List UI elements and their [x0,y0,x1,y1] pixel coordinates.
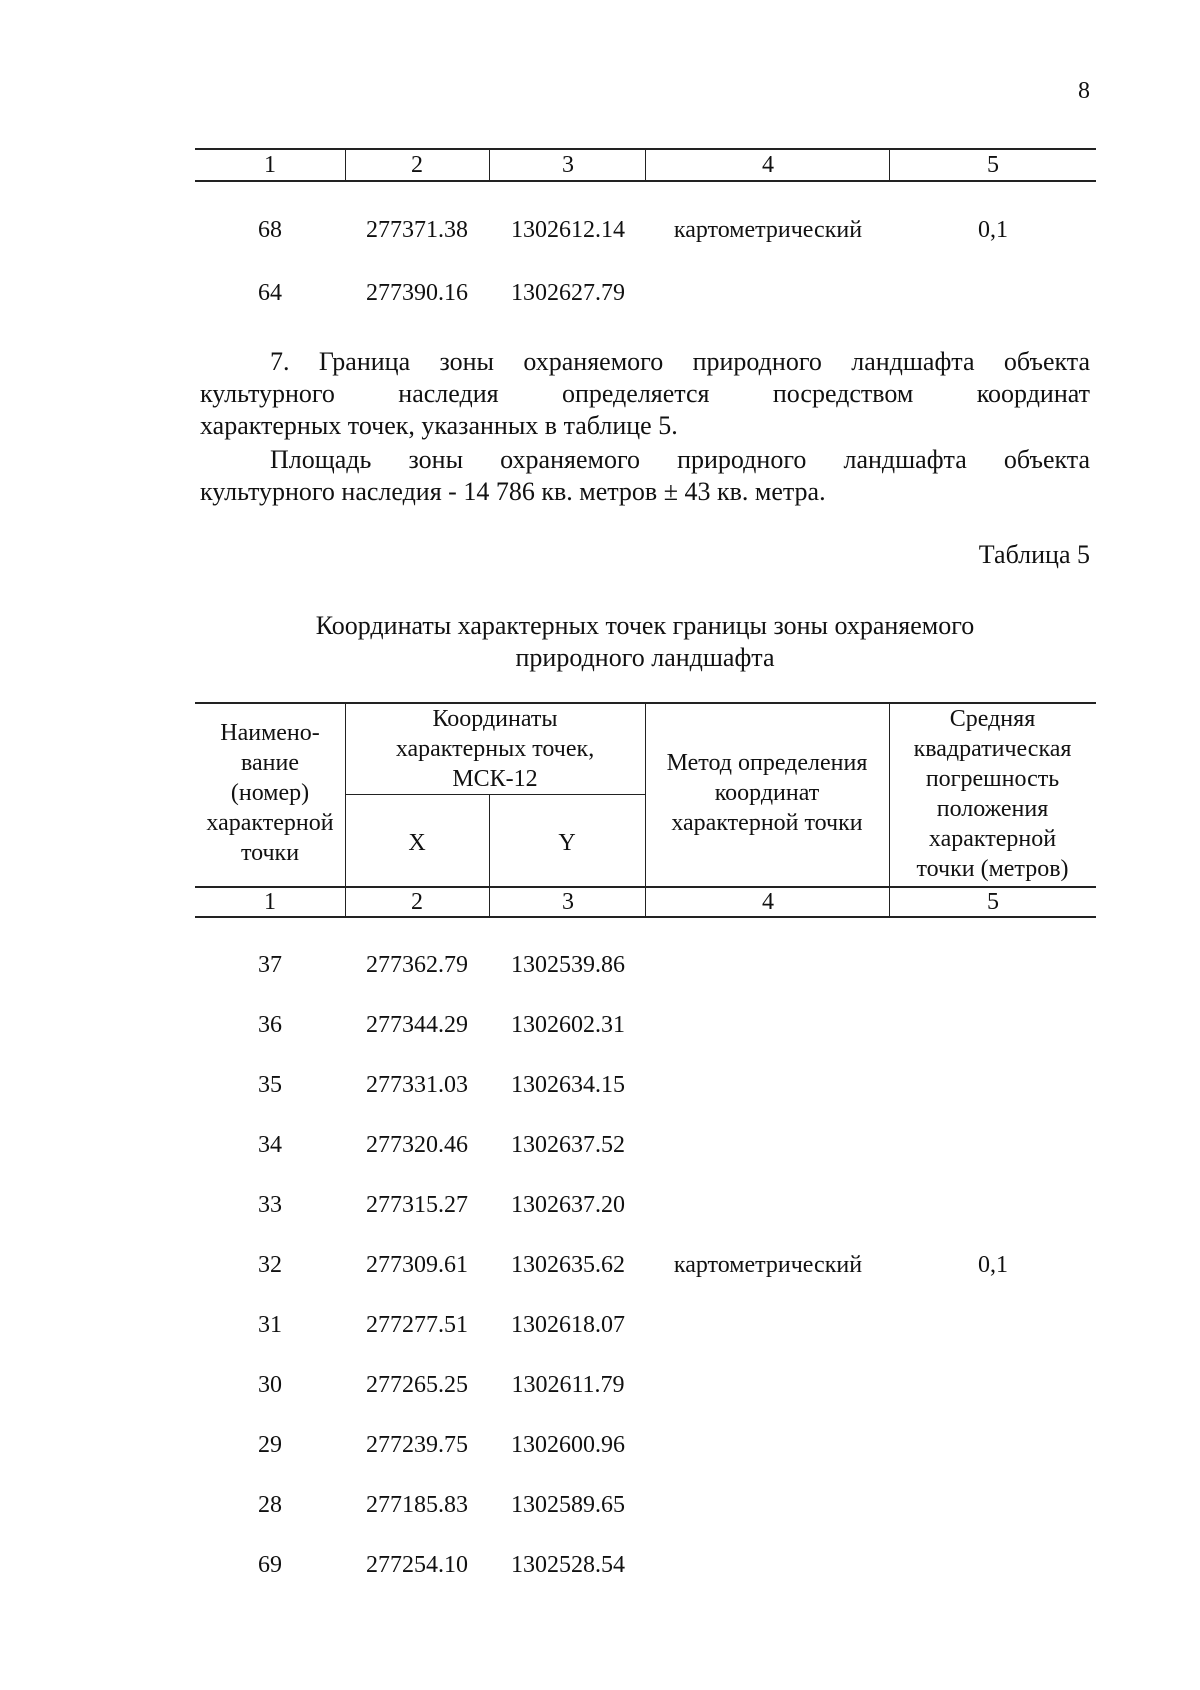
table5-colnum-5: 5 [987,889,999,915]
cont-colnum-4: 4 [762,152,774,178]
coord-y: 1302635.62 [511,1252,625,1278]
coord-x: 277185.83 [366,1492,468,1518]
point-name: 28 [258,1492,282,1518]
point-name: 29 [258,1432,282,1458]
header-col5-line: квадратическая [913,736,1072,762]
coord-x: 277239.75 [366,1432,468,1458]
header-col5-line: характерной [928,826,1057,852]
table-label: Таблица 5 [978,540,1090,569]
header-col1-line: точки [240,840,300,866]
paragraph-7 [200,346,1090,442]
error: 0,1 [978,1252,1008,1278]
coord-y: 1302612.14 [511,217,625,243]
coord-x: 277265.25 [366,1372,468,1398]
header-col2: X [408,830,426,856]
point-name: 32 [258,1252,282,1278]
point-name: 68 [258,217,282,243]
point-name: 36 [258,1012,282,1038]
point-name: 37 [258,952,282,978]
paragraph-7-line-3: характерных точек, указанных в таблице 5. [200,411,678,440]
paragraph-area-line-1: Площадь зоны охраняемого природного ландшафта объекта [270,445,1090,474]
coord-x: 277315.27 [366,1192,468,1218]
point-name: 33 [258,1192,282,1218]
point-name: 35 [258,1072,282,1098]
coord-x: 277277.51 [366,1312,468,1338]
coord-y: 1302602.31 [511,1012,625,1038]
cont-colnum-3: 3 [562,152,574,178]
method: картометрический [673,1252,863,1278]
coord-x: 277309.61 [366,1252,468,1278]
coord-x: 277371.38 [366,217,468,243]
header-coordinates-group [345,704,645,794]
coord-x: 277254.10 [366,1552,468,1578]
table-caption-line-1: Координаты характерных точек границы зоны охраняемого [315,611,975,640]
header-col4 [645,748,889,838]
coord-x: 277390.16 [366,280,468,306]
coord-y: 1302600.96 [511,1432,625,1458]
coord-y: 1302611.79 [511,1372,625,1398]
coord-x: 277362.79 [366,952,468,978]
point-name: 64 [258,280,282,306]
coord-y: 1302637.52 [511,1132,625,1158]
cont-colnum-5: 5 [987,152,999,178]
table5-colnum-4: 4 [762,889,774,915]
method: картометрический [673,217,863,243]
coord-x: 277320.46 [366,1132,468,1158]
table5-colnum-1: 1 [264,889,276,915]
header-group-line: Координаты [432,706,558,732]
header-col1-line: характерной [206,810,334,836]
header-col4-line: Метод определения [666,750,868,776]
paragraph-area [200,444,1090,508]
coord-y: 1302634.15 [511,1072,625,1098]
header-col5-line: погрешность [925,766,1060,792]
header-col1 [195,718,345,868]
header-col4-line: характерной точки [671,810,863,836]
coord-y: 1302539.86 [511,952,625,978]
header-group-line: МСК-12 [452,766,538,792]
coord-y: 1302589.65 [511,1492,625,1518]
header-group-line: характерных точек, [395,736,595,762]
page-number: 8 [1078,78,1090,104]
header-col5 [889,704,1096,884]
header-col1-line: вание [240,750,299,776]
paragraph-7-line-1: 7. Граница зоны охраняемого природного ландшафта объекта [270,347,1090,376]
header-col4-line: координат [714,780,820,806]
coord-y: 1302627.79 [511,280,625,306]
paragraph-area-line-2: культурного наследия - 14 786 кв. метров ± 43 кв. метра. [200,477,826,506]
header-col5-line: Средняя [949,706,1036,732]
coord-y: 1302637.20 [511,1192,625,1218]
header-col3: Y [558,830,576,856]
header-col5-line: точки (метров) [916,856,1069,882]
coord-y: 1302528.54 [511,1552,625,1578]
point-name: 34 [258,1132,282,1158]
table-caption-line-2: природного ландшафта [515,643,775,672]
cont-colnum-2: 2 [411,152,423,178]
table5-colnum-2: 2 [411,889,423,915]
point-name: 69 [258,1552,282,1578]
coord-y: 1302618.07 [511,1312,625,1338]
table5-colnum-3: 3 [562,889,574,915]
header-col5-line: положения [936,796,1049,822]
point-name: 31 [258,1312,282,1338]
point-name: 30 [258,1372,282,1398]
cont-colnum-1: 1 [264,152,276,178]
error: 0,1 [978,217,1008,243]
coord-x: 277344.29 [366,1012,468,1038]
coord-x: 277331.03 [366,1072,468,1098]
header-col1-line: Наимено- [220,720,320,746]
header-col1-line: (номер) [230,780,310,806]
paragraph-7-line-2: культурного наследия определяется посредством координат [200,379,1090,408]
